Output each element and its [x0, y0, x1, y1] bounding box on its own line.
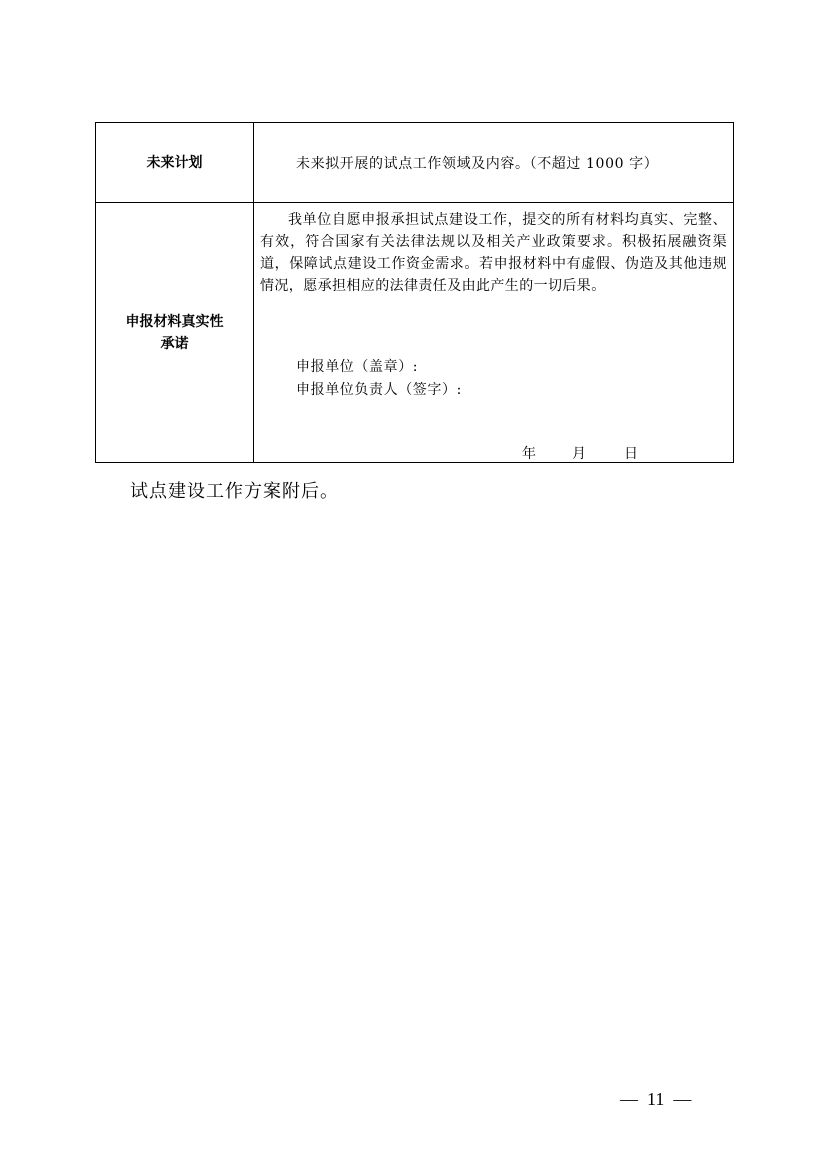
future-plan-content: 未来拟开展的试点工作领域及内容。（不超过 1000 字） — [254, 123, 734, 203]
date-year-label: 年 — [522, 446, 536, 462]
date-month-label: 月 — [572, 446, 586, 462]
future-plan-label-text: 未来计划 — [146, 154, 203, 171]
future-plan-row — [96, 123, 734, 203]
future-plan-label — [96, 123, 254, 203]
authenticity-promise-label-line1: 申报材料真实性 — [125, 313, 224, 330]
application-form-table — [95, 122, 734, 463]
authenticity-promise-row — [96, 203, 734, 463]
applicant-head-signature-field: 申报单位负责人（签字）: — [296, 382, 462, 398]
appendix-note: 试点建设工作方案附后。 — [130, 481, 339, 502]
promise-paragraph: 我单位自愿申报承担试点建设工作，提交的所有材料均真实、完整、有效，符合国家有关法律法规以及相关产业政策要求。积极拓展融资渠道，保障试点建设工作资金需求。若申报材料中有虚假、伪造及其他违规情况，愿承担相应的法律责任及由此产生的一切后果。 — [260, 212, 727, 294]
authenticity-promise-label — [96, 203, 254, 463]
applicant-unit-seal-field: 申报单位（盖章）: — [296, 359, 419, 375]
date-day-label: 日 — [624, 446, 638, 462]
authenticity-promise-label-line2: 承诺 — [160, 335, 189, 352]
page-number: — 11 — — [620, 1089, 692, 1109]
authenticity-promise-content — [254, 203, 734, 463]
